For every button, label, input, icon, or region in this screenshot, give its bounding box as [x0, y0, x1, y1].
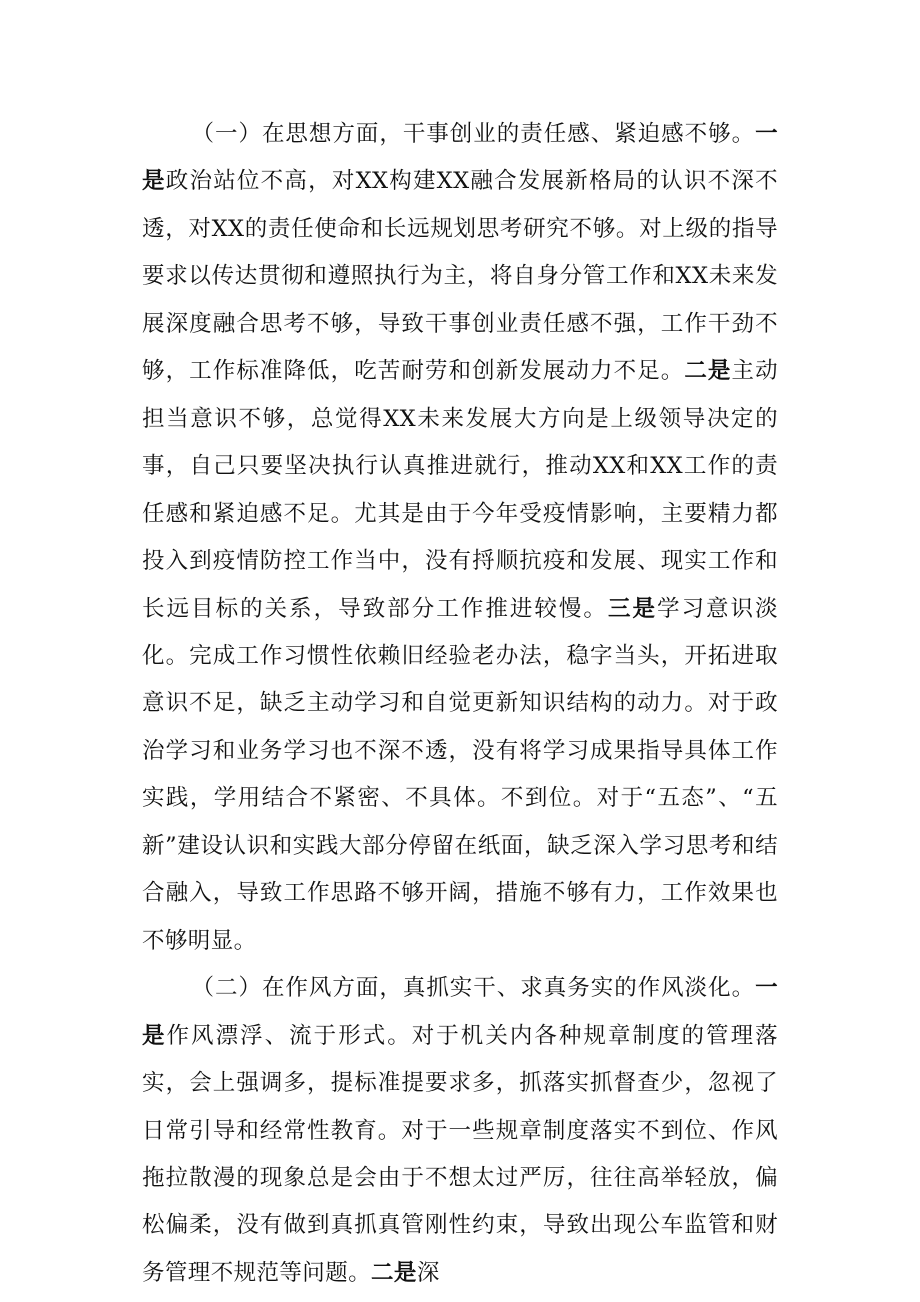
point-two-label-2: 二是 — [371, 1259, 417, 1286]
paragraph-1 — [142, 111, 778, 965]
point-two-text: 主动担当意识不够，总觉得XX未来发展大方向是上级领导决定的事，自己只要坚决执行认真推进就行，推动XX和XX工作的责任感和紧迫感不足。尤其是由于今年受疫情影响，主要精力都投入到疫情防控工作当中，没有捋顺抗疫和发展、现实工作和长远目标的关系，导致部分工作推进较慢。 — [142, 358, 778, 622]
point-two-label: 二是 — [684, 358, 732, 385]
document-body — [142, 111, 778, 1297]
point-one-label: 一是 — [142, 121, 778, 195]
paragraph-2-heading: （二）在作风方面，真抓实干、求真务实的作风淡化。 — [191, 975, 756, 1002]
point-two-text-2: 深 — [416, 1259, 440, 1286]
point-one-text-2: 作风漂浮、流于形式。对于机关内各种规章制度的管理落实，会上强调多，提标准提要求多，抓落实抓督查少，忽视了日常引导和经常性教育。对于一些规章制度落实不到位、作风拖拉散漫的现象总是会由于不想太过严厉，往往高举轻放，偏松偏柔，没有做到真抓真管刚性约束，导致出现公车监管和财务管理不规范等问题。 — [142, 1022, 778, 1286]
point-one-text: 政治站位不高，对XX构建XX融合发展新格局的认识不深不透，对XX的责任使命和长远规划思考研究不够。对上级的指导要求以传达贯彻和遵照执行为主，将自身分管工作和XX未来发展深度融合思考不够，导致干事创业责任感不强，工作干劲不够，工作标准降低，吃苦耐劳和创新发展动力不足。 — [142, 168, 778, 385]
point-three-text: 学习意识淡化。完成工作习惯性依赖旧经验老办法，稳字当头，开拓进取意识不足，缺乏主动学习和自觉更新知识结构的动力。对于政治学习和业务学习也不深不透，没有将学习成果指导具体工作实践，学用结合不紧密、不具体。不到位。对于“五态”、“五新”建设认识和实践大部分停留在纸面，缺乏深入学习思考和结合融入，导致工作思路不够开阔，措施不够有力，工作效果也不够明显。 — [142, 595, 778, 954]
point-three-label: 三是 — [607, 595, 657, 622]
point-one-label-2: 一是 — [142, 975, 778, 1049]
paragraph-2 — [142, 965, 778, 1297]
paragraph-1-heading: （一）在思想方面，干事创业的责任感、紧迫感不够。 — [191, 121, 756, 147]
